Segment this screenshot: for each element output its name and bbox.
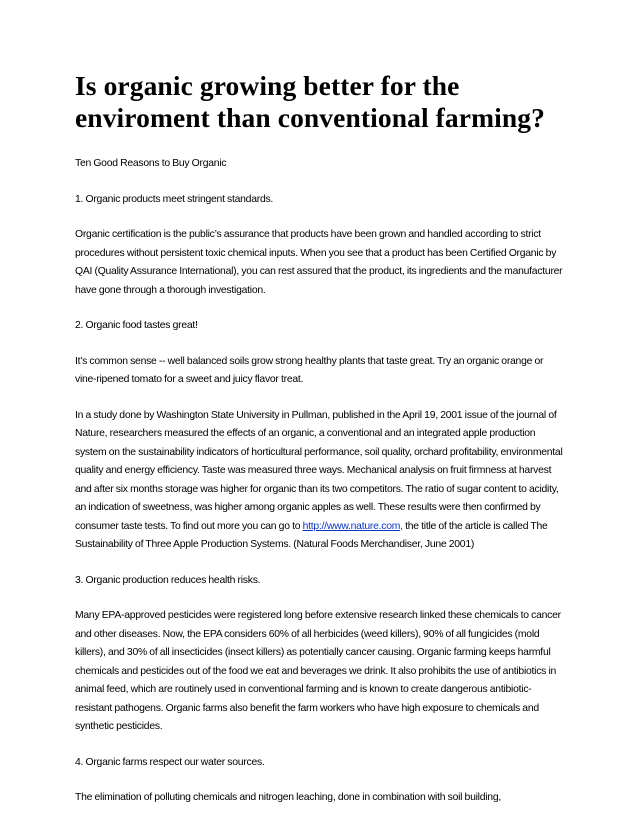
section-1-heading: 1. Organic products meet stringent standards. [75,193,274,205]
section-4-body: The elimination of polluting chemicals and nitrogen leaching, done in combination with soil building, [75,792,502,803]
section-4-heading: 4. Organic farms respect our water sources. [75,756,265,768]
section-2-body-1: It’s common sense -- well balanced soils grow strong healthy plants that taste great. Try an organic orange or vine-ripened tomato for a sweet and juicy flavor treat. [75,355,544,385]
document-subtitle: Ten Good Reasons to Buy Organic [75,158,227,169]
section-2-body-2-text-before-link: In a study done by Washington State University in Pullman, published in the April 19, 2001 issue of the journal of Nature, researchers measured the effects of an organic, a conventional and an integrated apple production system on the sustainability indicators of horticultural performance, soil quality, orchard profitability, environmental quality and energy efficiency. Taste was measured three ways. Mechanical analysis on fruit firmness at harvest and after six months storage was higher for organic than its two competitors. The ratio of sugar content to acidity, an indication of sweetness, was higher among organic apples as well. These results were then confirmed by consumer taste tests. To find out more you can go to [75,409,563,532]
document-title: Is organic growing better for the enviroment than conventional farming? [75,70,545,133]
nature-link[interactable]: http://www.nature.com, [302,520,403,532]
document-body [75,70,565,825]
section-3-heading: 3. Organic production reduces health risks. [75,574,261,586]
section-2-body-2-text-after-link: the title of the article is called The Sustainability of Three Apple Production Systems. (Natural Foods Merchandiser, June 2001) [75,520,548,550]
section-3-body: Many EPA-approved pesticides were registered long before extensive research linked these chemicals to cancer and other diseases. Now, the EPA considers 60% of all herbicides (weed killers), 90% of all fungicides (mold killers), and 30% of all insecticides (insect killers) as potentially cancer causing. Organic farming keeps harmful chemicals and pesticides out of the food we eat and beverages we drink. It also prohibits the use of antibiotics in animal feed, which are routinely used in conventional farming and is known to create dangerous antibiotic-resistant pathogens. Organic farms also benefit the farm workers who have high exposure to chemicals and synthetic pesticides. [75,610,561,732]
section-2-heading: 2. Organic food tastes great! [75,320,198,331]
section-1-body: Organic certification is the public’s assurance that products have been grown and handled according to strict procedures without persistent toxic chemical inputs. When you see that a product has been Certified Organic by QAI (Quality Assurance International), you can rest assured that the product, its ingredients and the manufacturer have gone through a thorough investigation. [75,229,563,296]
section-2-body-2 [75,407,565,555]
